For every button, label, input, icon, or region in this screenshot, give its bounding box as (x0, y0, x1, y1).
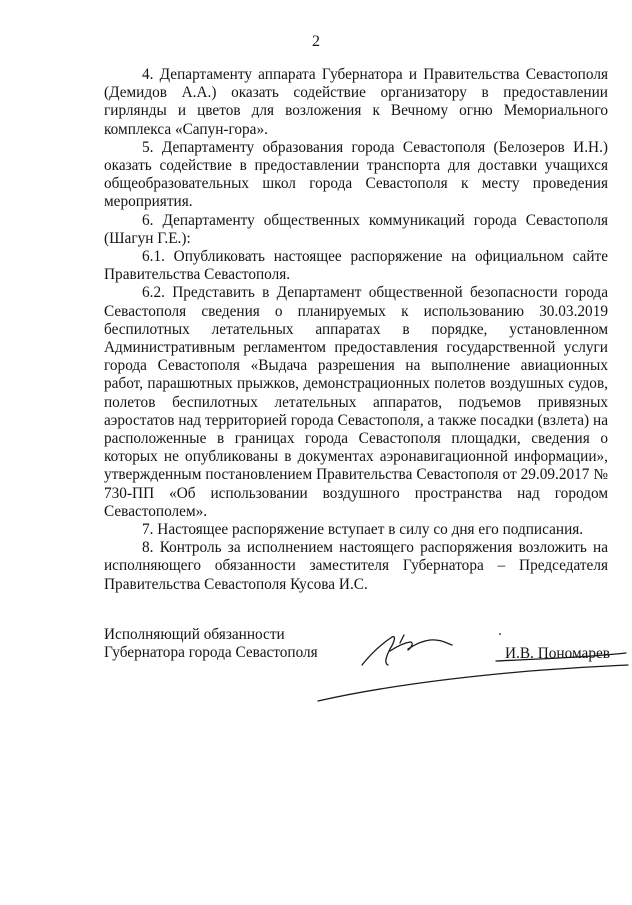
paragraph-4: 4. Департаменту аппарата Губернатора и Правительства Севастополя (Демидов А.А.) оказать содействие организатору в предоставлении гирлянды и цветов для возложения к Вечному огню Мемориального комплекса «Сапун-гора». (104, 66, 608, 138)
paragraph-5: 5. Департаменту образования города Севастополя (Белозеров И.Н.) оказать содействие в предоставлении транспорта для доставки учащихся общеобразовательных школ города Севастополя к месту проведения мероприятия. (104, 138, 608, 211)
document-body (104, 66, 608, 594)
signatory-title-line-2: Губернатора города Севастополя (104, 644, 318, 662)
signatory-name: И.В. Пономарев (505, 645, 610, 662)
signatory-title-line-1: Исполняющий обязанности (104, 626, 285, 643)
paragraph-8: 8. Контроль за исполнением настоящего распоряжения возложить на исполняющего обязанности заместителя Губернатора – Председателя Правительства Севастополя Кусова И.С. (104, 539, 608, 593)
signatory-title (104, 626, 318, 662)
paragraph-7: 7. Настоящее распоряжение вступает в силу со дня его подписания. (142, 521, 584, 539)
page-number: 2 (312, 33, 320, 50)
paragraph-6-1: 6.1. Опубликовать настоящее распоряжение на официальном сайте Правительства Севастополя. (104, 248, 608, 284)
handwritten-signature (300, 625, 630, 710)
paragraph-6-2: 6.2. Представить в Департамент общественной безопасности города Севастополя сведения о планируемых к использованию 30.03.2019 беспилотных летательных аппаратах в порядке, установленном Административным регламентом предоставления государственной услуги города Севастополя «Выдача разрешения на выполнение авиационных работ, парашютных прыжков, демонстрационных полетов воздушных судов, полетов беспилотных летательных аппаратов, подъемов привязных аэростатов над территорией города Севастополя, а также посадки (взлета) на расположенные в границах города Севастополя площадки, сведения о которых не опубликованы в документах аэронавигационной информации», утвержденным постановлением Правительства Севастополя от 29.09.2017 № 730-ПП «Об использовании воздушного пространства над городом Севастополем». (104, 284, 608, 520)
paragraph-6: 6. Департаменту общественных коммуникаций города Севастополя (Шагун Г.Е.): (104, 211, 608, 247)
